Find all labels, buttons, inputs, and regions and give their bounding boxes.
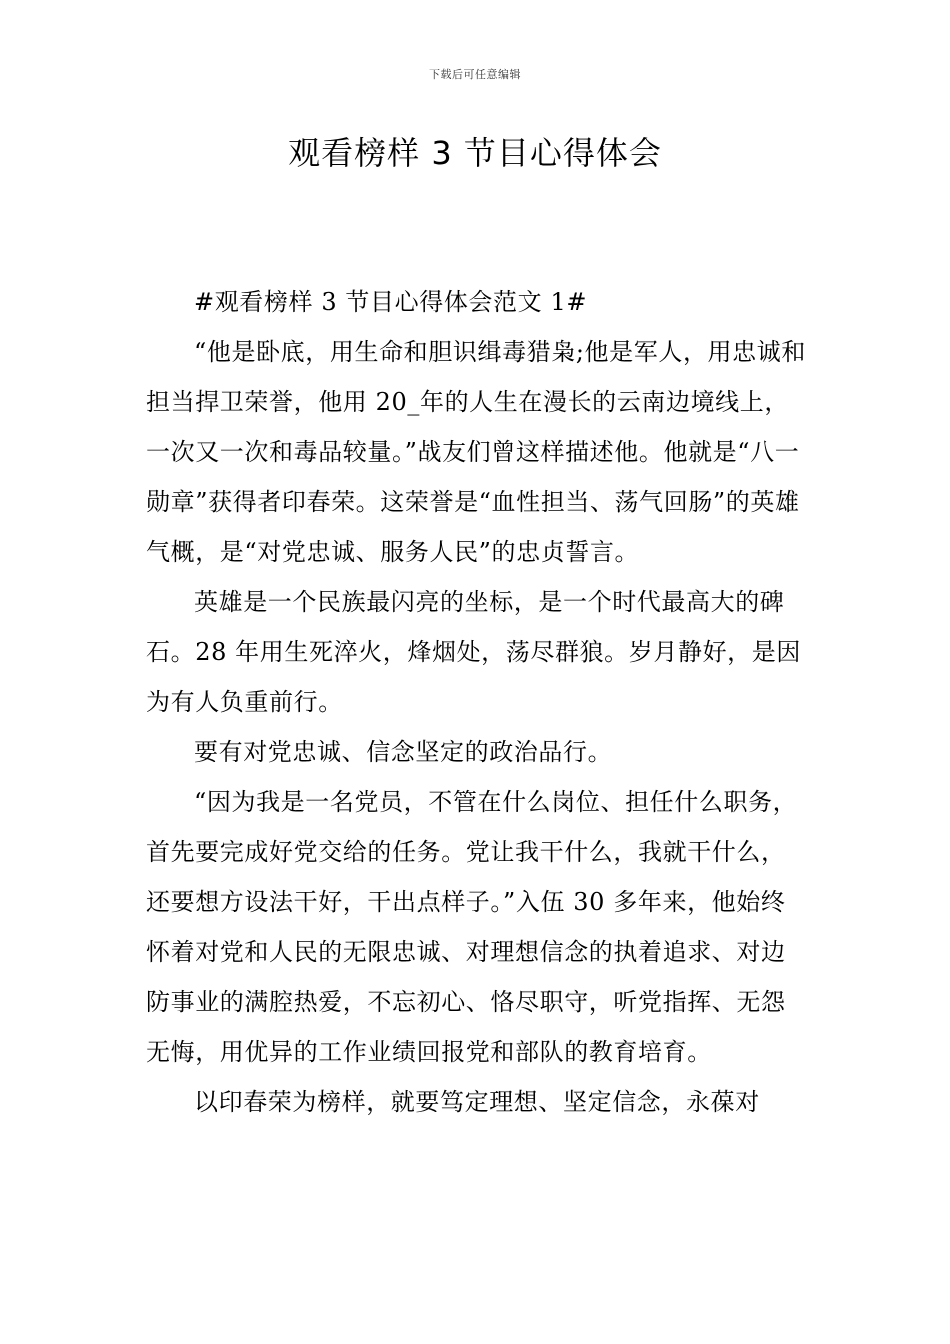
paragraph: 要有对党忠诚、信念坚定的政治品行。 (194, 738, 613, 766)
document-body (146, 277, 810, 1127)
paragraph: 英雄是一个民族最闪亮的坐标，是一个时代最高大的碑石。28 年用生死淬火，烽烟处，荡尽群狼。岁月静好，是因为有人负重前行。 (146, 588, 801, 716)
section-heading: #观看榜样 3 节目心得体会范文 1# (194, 288, 588, 316)
document-title: 观看榜样 3 节目心得体会 (288, 134, 662, 172)
header-note: 下载后可任意编辑 (429, 68, 521, 81)
paragraph: 以印春荣为榜样，就要笃定理想、坚定信念，永葆对 (194, 1088, 760, 1116)
paragraph: “他是卧底，用生命和胆识缉毒猎枭;他是军人，用忠诚和担当捍卫荣誉，他用 20_年的人生在漫长的云南边境线上，一次又一次和毒品较量。”战友们曾这样描述他。他就是“八一勋章”获得者印春荣。这荣誉是“血性担当、荡气回肠”的英雄气概，是“对党忠诚、服务人民”的忠贞誓言。 (146, 338, 806, 566)
paragraph: “因为我是一名党员，不管在什么岗位、担任什么职务，首先要完成好党交给的任务。党让我干什么，我就干什么，还要想方设法干好，干出点样子。”入伍 30 多年来，他始终怀着对党和人民的无限忠诚、对理想信念的执着追求、对边防事业的满腔热爱，不忘初心、恪尽职守，听党指挥、无怨无悔，用优异的工作业绩回报党和部队的教育培育。 (146, 788, 798, 1066)
